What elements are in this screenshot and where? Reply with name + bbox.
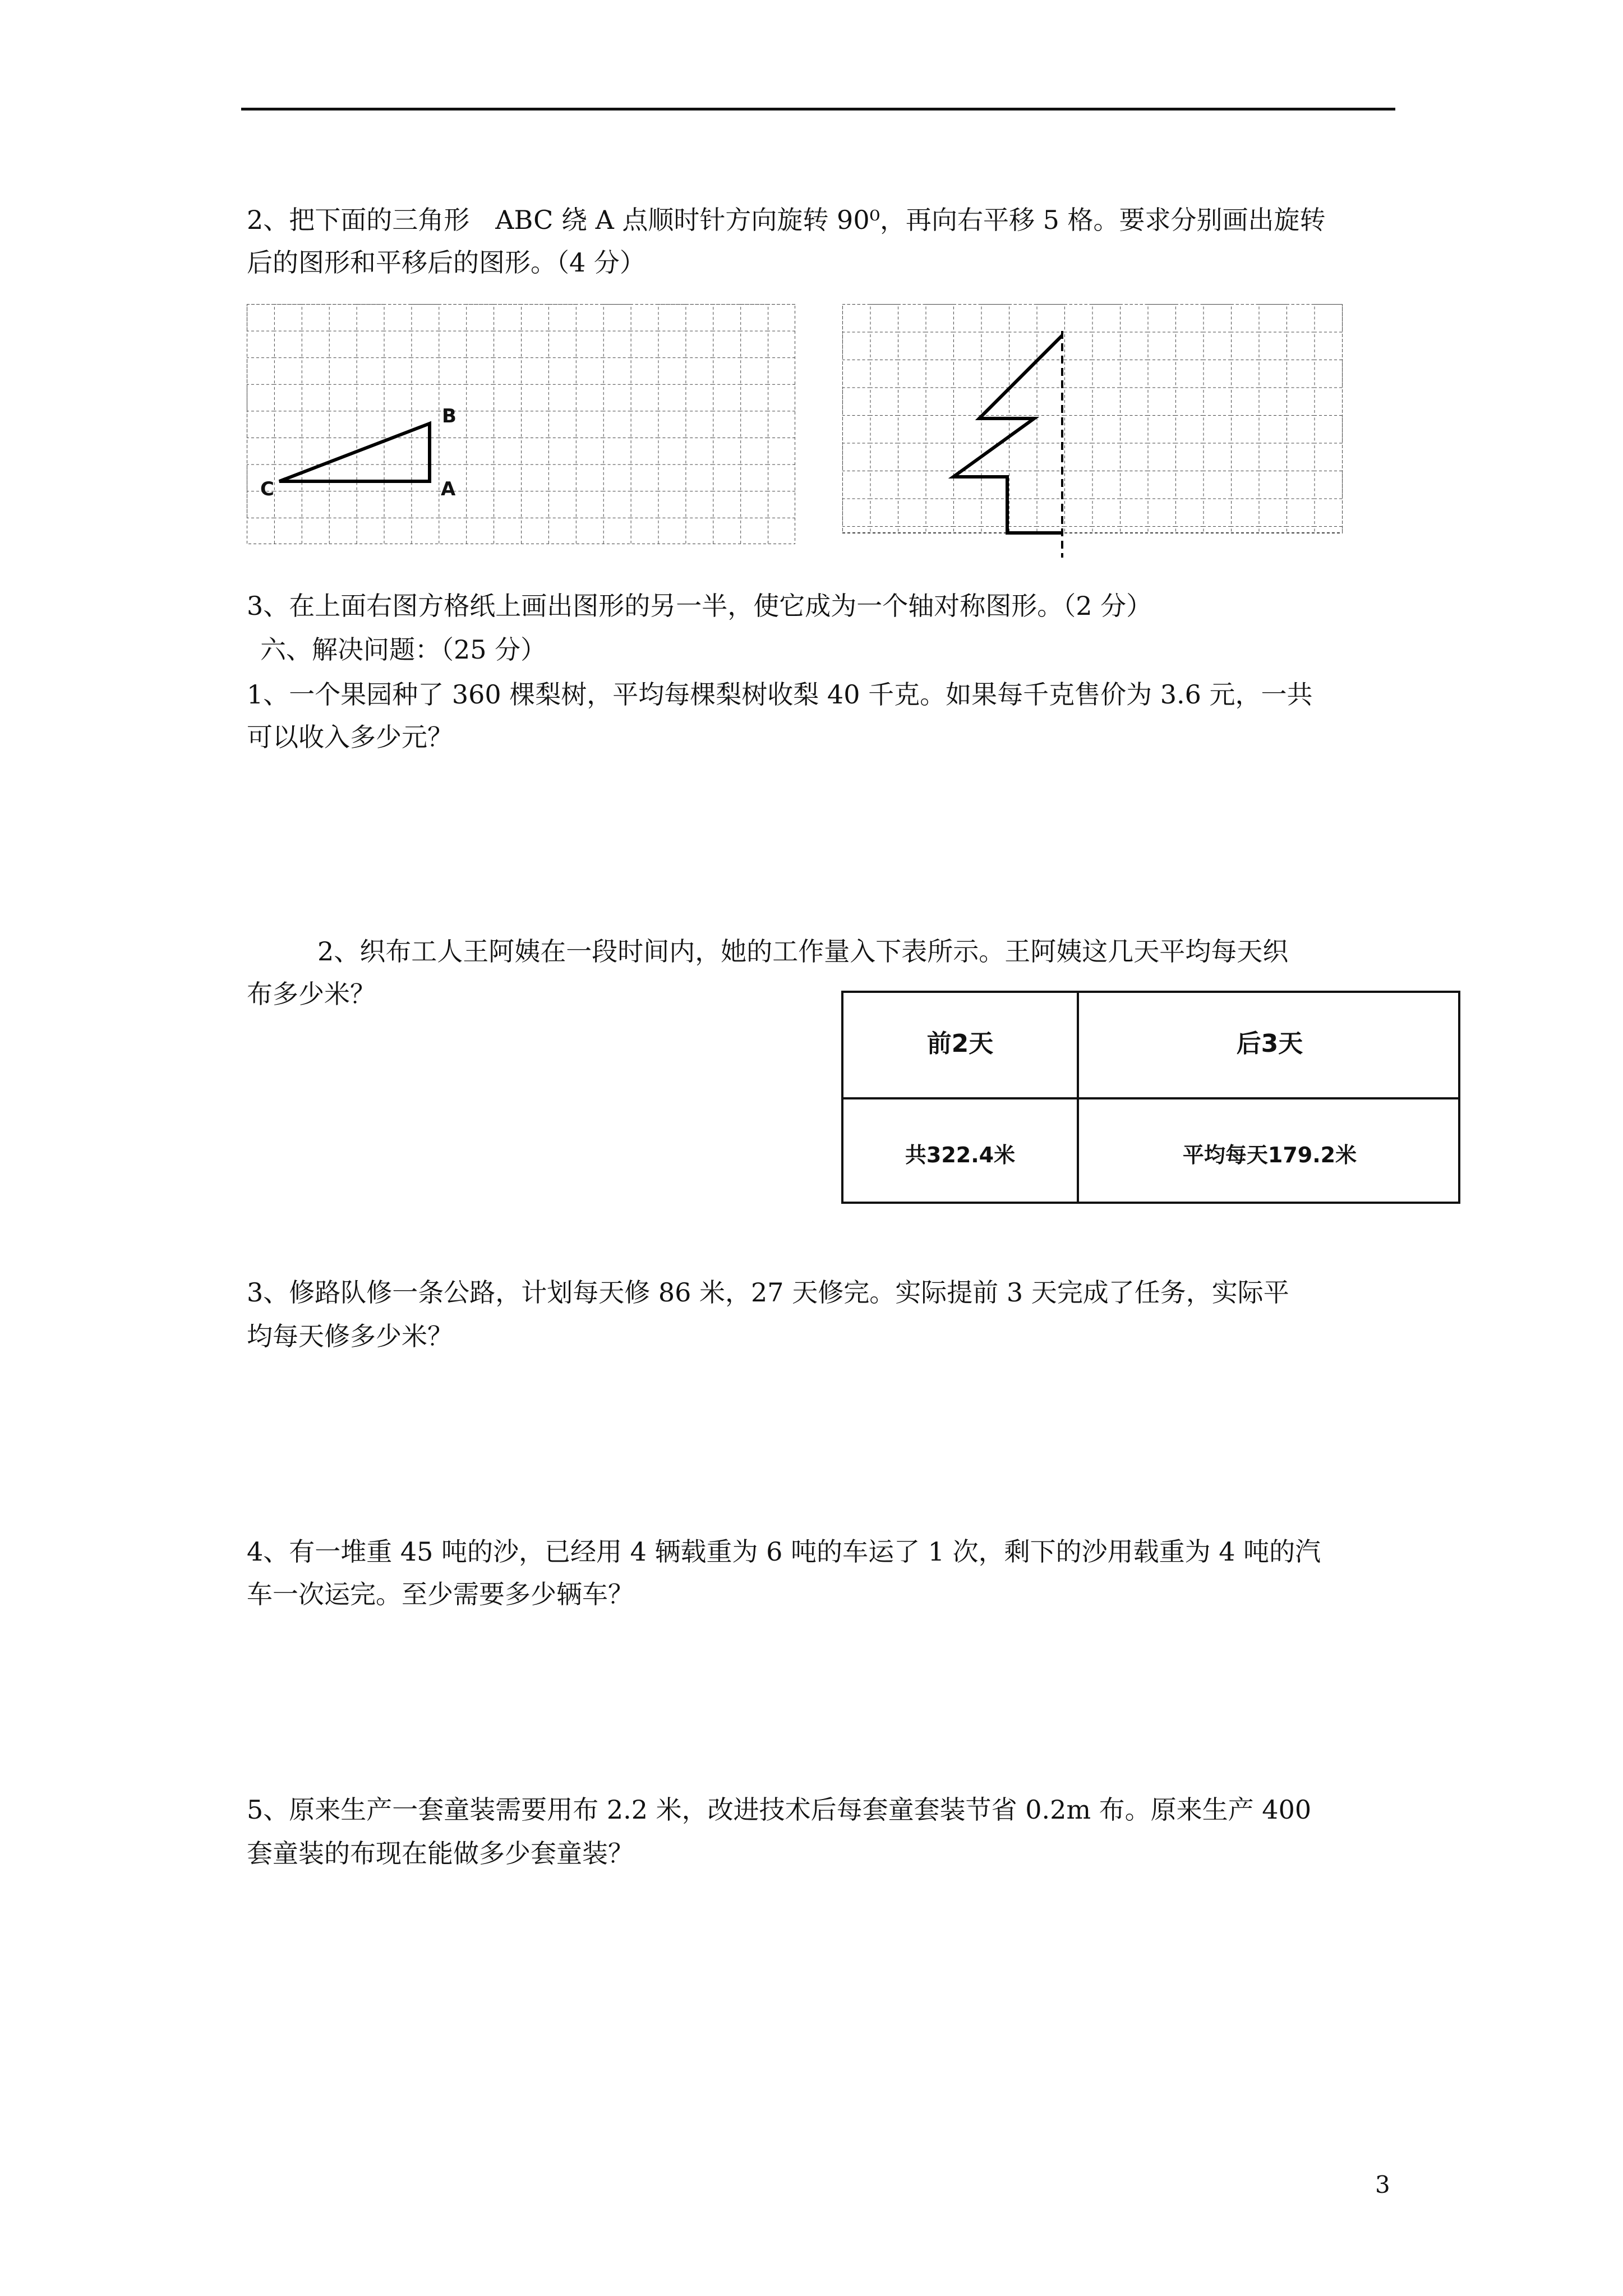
label-b: B [442,405,457,427]
q6-4-line2: 车一次运完。至少需要多少辆车？ [247,1579,634,1609]
q6-2-line1: 2、织布工人王阿姨在一段时间内，她的工作量入下表所示。王阿姨这几天平均每天织 [317,936,1289,967]
q5-2-line2: 后的图形和平移后的图形。（4 分） [247,247,645,278]
work-table [841,991,1460,1204]
q5-3: 3、在上面右图方格纸上画出图形的另一半，使它成为一个轴对称图形。（2 分） [247,591,1152,621]
label-a: A [441,478,456,500]
table-header-last-3-days: 后3天 [1236,1029,1303,1058]
section6-heading: 六、解决问题：（25 分） [260,634,547,665]
q6-1-line2: 可以收入多少元？ [247,722,453,752]
q6-5-line1: 5、原来生产一套童装需要用布 2.2 米，改进技术后每套童套装节省 0.2m 布。原来生产 400 [247,1795,1312,1825]
header-rule [241,108,1395,111]
q6-4-line1: 4、有一堆重 45 吨的沙，已经用 4 辆载重为 6 吨的车运了 1 次，剩下的沙用载重为 4 吨的汽 [247,1536,1321,1567]
right-grid-symmetry [842,304,1343,561]
left-grid-triangle [247,304,795,544]
label-c: C [260,478,274,500]
q6-2-line2: 布多少米？ [247,979,376,1009]
page-number: 3 [1375,2171,1390,2198]
q6-5-line2: 套童装的布现在能做多少套童装？ [247,1838,634,1869]
q5-2-line1: 2、把下面的三角形 ABC 绕 A 点顺时针方向旋转 90⁰，再向右平移 5 格。要求分别画出旋转 [247,205,1326,235]
q6-3-line1: 3、修路队修一条公路，计划每天修 86 米，27 天修完。实际提前 3 天完成了任务，实际平 [247,1277,1289,1308]
q6-1-line1: 1、一个果园种了 360 棵梨树，平均每棵梨树收梨 40 千克。如果每千克售价为 3.6 元，一共 [247,679,1313,710]
table-value-first-2-days: 共322.4米 [905,1143,1016,1167]
q6-3-line2: 均每天修多少米？ [247,1321,453,1351]
table-header-first-2-days: 前2天 [926,1029,994,1058]
table-value-last-3-days: 平均每天179.2米 [1182,1143,1357,1167]
